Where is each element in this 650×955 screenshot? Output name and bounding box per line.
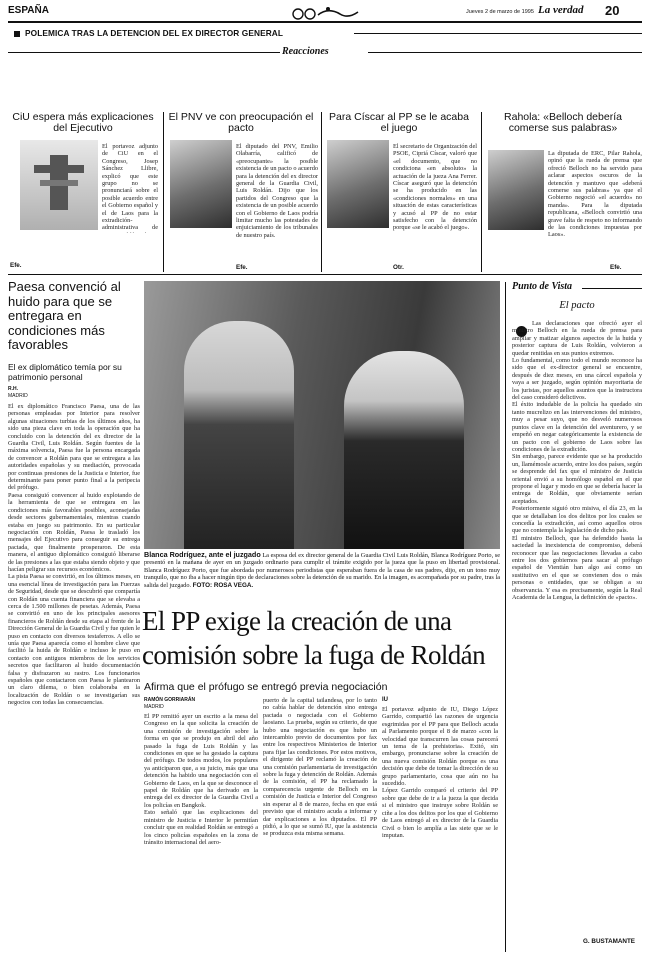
side-headline: Paesa convenció al huido para que se entregara en condiciones más favorables (8, 279, 121, 352)
column-rule (163, 112, 164, 272)
opinion-label: Punto de Vista (512, 281, 573, 292)
side-place: MADRID (8, 393, 28, 399)
page-number: 20 (605, 3, 620, 18)
masthead-logo-icon (288, 6, 363, 22)
reaction-erc-body: La diputada de ERC, Pilar Rahola, opinó que la rueda de prensa que ofreció Belloch no ha servido para aclarar aspectos oscuros de la detención y mantuvo que «deberá comerse sus palabras» ya que el Gobierno negoció «el acuerdo» no manda». Para la diputada republicana, «Belloch convirtió una grave falta de respeto no informando de las condiciones impuestas por Laos». (548, 150, 642, 239)
ciu-logo-icon (20, 140, 98, 230)
photo-caption-title: Blanca Rodríguez, ante el juzgado (144, 550, 261, 559)
photo-credit: FOTO: ROSA VEGA. (192, 581, 254, 589)
main-col-3-sig: IU (382, 697, 388, 703)
reactions-label: Reacciones (282, 46, 329, 57)
main-col-2: puerto de la capital tailandesa, por lo tanto no cabía hablar de detención sino entrega pactada o negociada con el Gobierno laosiano. La prueba, según su criterio, de que hubo una negociación es que hubo un intercambio previo de documentos por fax entre los respectivos Ministerios de Interior para fijar las condiciones. Por estos motivos, el dirigente del PP reclamó la creación de una comisión parlamentaria de investigación sobre la fuga y detención de Roldán. Además de la comisión, el PP ha reclamado la comparecencia urgente de Belloch en la comisión de Justicia e Interior del Congreso sin esperar al 8 de marzo, fecha en que está previsto que el ministro acuda a informar y dar explicaciones a los diputados. El PP pidió, a lo que se sumó IU, que la asistencia se produzca esta misma semana. (263, 697, 377, 838)
main-place: MADRID (144, 704, 164, 710)
column-rule (481, 112, 482, 272)
main-col-3: El portavoz adjunto de IU, Diego López Garrido, compartió las razones de urgencia esgrimidas por el PP para que Belloch acuda al Parlamento porque el 8 de marzo «con la velocidad que transcurren las cosas parecerá un tema de la prehistoria». Exitó, sin embargo, pronunciarse sobre la creación de una nueva comisión Roldán porque es una decisión que debe de tomar la dirección de su grupo parlamentario, cosa que aún no ha sucedido. López Garrido comparó el criterio del PP sobre que debe de ir a la jueza la que decida si el ministro que instruye sobre Roldán se ciñe a los dos delitos por los que el Gobierno de Laos entregó al ex director de la Guardia Civil o bien lo amplía a las siete que se le imputan. (382, 706, 498, 839)
side-deck: El ex diplomático temía por su patrimonio personal (8, 362, 122, 382)
reaction-psoe-sig: Otr. (393, 264, 404, 271)
blanca-rodriguez-photo (144, 281, 500, 549)
main-col-1: El PP remitió ayer un escrito a la mesa del Congreso en la que solicita la creación de una comisión de investigación sobre la forma en que se produjo en abril del año pasado la fuga de Luis Roldán y las condiciones en que se ha gestado la captura del prófugo. De todos modos, los populares ya anticiparon que, a su juicio, más que una detención ha habido una negociación con el Gobierno de Laos, en la que se desconoce el papel de Roldán que ha derivado en la entrega del ex director de la Guardia Civil a los policías en Bangkok. Esto señaló que las explicaciones del ministro de Justicia e Interior le permitían concluir que en realidad Roldán se entregó a los cinco policías españoles en la zona de tránsito internacional del aero- (144, 713, 258, 846)
opinion-title: El pacto (559, 300, 595, 311)
issue-date: Jueves 2 de marzo de 1995 (466, 9, 534, 15)
reaction-erc-sig: Efe. (610, 264, 622, 271)
reaction-psoe-title: Para Císcar al PP se le acaba el juego (329, 111, 469, 134)
header-rule (8, 21, 642, 23)
side-body: El ex diplomático Francisco Paesa, una de las personas empleadas por Interior para resolver algunas situaciones turbias de los últimos años, ha sido una pieza clave en toda la operación que ha concluido con la detención del ex director de la Guardia Civil, Luis Roldán. Según fuentes de la máxima solvencia, Paesa fue la persona encargada de convencer a Roldán para que se entregara a las autoridades españolas y su mediación, provocada por continuas presiones de la Justicia e Interior, fue determinante para poner punto final a la peripecia del prófugo. Paesa consiguió convencer al huido explotando de la herramienta de que se entregara en las condiciones más favorables posibles, aconsejadas desde sectores gubernamentales, mientras cuando estaba en juego su patrimonio. En su particular negociación con Roldán, Paesa le trasladó los mensajes del Ejecutivo para conseguir su entrega pactada, que finalmente prosperaron. De esta manera, el antiguo diplomático consiguió liberarse de las presiones a las que estaba siendo objeto y que hacían peligrar sus recursos económicos. La pista Paesa se convirtió, en los últimos meses, en una esencial línea de investigación para las Fuerzas de Seguridad, desde que se descubrió que compartía con Roldán una cuenta financiera que se elevaba a cerca de 1.500 millones de pesetas. Además, Paesa se convirtió en uno de los principales asesores financieros de Roldán desde su etapa al frente de la Dirección General de la Guardia Civil y fue quien le puso en contacto con diversos testaferros. A ello se unía que Paesa aparecía como el hombre clave que facilitó la huida de Roldán e incluso le puso en contacto con antiguos miembros de los servicios secretos que facilitaron al huido documentación falsa y disfrazaron su rastro. Los funcionarios españoles que contactaron con Paesa le plantearon un claro dilema, o bien colaboraba en la localización de Roldán o se investigarían sus negocios con todas las consecuencias. (8, 403, 140, 707)
main-byline: RAMÓN GORRIARÁN (144, 697, 196, 703)
olabarria-photo (170, 140, 232, 228)
main-headline-line-1: El PP exige la creación de una (142, 606, 452, 636)
side-byline: R.H. (8, 386, 18, 392)
reaction-ciu-sig: Efe. (10, 262, 22, 269)
opinion-rule (505, 282, 506, 952)
main-deck: Afirma que el prófugo se entregó previa negociación (144, 681, 388, 693)
section-label: ESPAÑA (8, 5, 49, 16)
reaction-erc-title: Rahola: «Belloch debería comerse sus palabras» (504, 111, 622, 134)
column-rule (321, 112, 322, 272)
reaction-pnv-body: El diputado del PNV, Emilio Olabarría, calificó de «preocupante» la posible existencia de un pacto o acuerdo para la detención del ex director general de la Guardia Civil, Luis Roldán. Dijo que los partidos del Congreso que la existencia de un posible acuerdo con el Gobierno de Laos podría limitar mucho las potestades de enjuiciamiento de los tribunales de nuestro país. (236, 143, 318, 239)
reaction-ciu-title: CiU espera más explicaciones del Ejecutivo (12, 111, 154, 134)
reactions-bottom-rule (8, 274, 642, 275)
photo-caption-block (144, 551, 500, 589)
reaction-psoe-body: El secretario de Organización del PSOE, Cipriá Císcar, valoró que «el documento, que no condiciona «en absoluto» la actuación de la jueza Ana Ferrer. Císcar aseguró que la detención se ha producido en las «condiciones normales» en una situación de estas características y acusó al PP de no estar satisfecho con la detención porque «se le acabó el juego». (393, 143, 477, 232)
rahola-photo (488, 150, 544, 230)
ciscar-photo (327, 140, 389, 228)
opinion-body: Las declaraciones que ofreció ayer el ministro Belloch en la rueda de prensa para ampliar y matizar algunos aspectos de la huida y posterior captura de Luis Roldán, volvieron a quedar renitidas en sus puntos extremos. Lo fundamental, como todo el mundo reconoce ha sido que el ex-director general se encuentre, después de diez meses, en una cárcel española y vaya a ser juzgado, según opinión mayoritaria de los juristas, por aquellos asuntos que la instructora del caso consideró delictivos. El éxito indudable de la policía ha quedado sin tanto mucrelizo en las intervenciones del ministro, muy a pesar suyo, que no desveló numerosos puntos clave en la detención del aventurero, y se empeñó en negar categóricamente la existencia de un pacto con el gobierno de Laos sobre las condiciones de la extradición. Sin embargo, parece evidente que se ha producido un, llamémosle acuerdo, entre los dos países, según se desprende del fax que el ministro de Justicia oriental envió a su homólogo español en el que propone el lugar y modo en que se debería hacer la entrega de Roldán, que obviamente serían aceptados. Posteriormente siguió otro misiva, el día 23, en la que se detallaban los dos delitos por los cuales se concedía la extradición, así como aquellos otros que no contempla la legislación de dicho país. El ministro Belloch, que ha defendido hasta la saciedad la inexistencia de compromiso, deberá reconocer que las negociaciones llevadas a cabo entre los dos gobiernos para sacar al prófugo español de Vientián han algo así como un sustitutivo en el que se convienen dos o más personas o entidades, que se obligan a su observancia. Y esa es precisamente, según la Real Academia de la Lengua, la definición de «pacto». (512, 320, 642, 602)
main-headline-line-2: comisión sobre la fuga de Roldán (142, 640, 485, 670)
topic-label: POLEMICA TRAS LA DETENCION DEL EX DIRECTOR GENERAL (25, 28, 284, 38)
reaction-pnv-sig: Efe. (236, 264, 248, 271)
reaction-ciu-body: El portavoz adjunto de CiU en el Congreso, Josep Sánchez Llibre, explicó que este grupo no se pronunciará sobre el posible acuerdo entre el Gobierno español y el de Laos para la extradición-administrativa de (102, 143, 158, 232)
opinion-sig: G. BUSTAMANTE (583, 938, 636, 945)
opinion-label-rule (582, 288, 642, 289)
reaction-pnv-title: El PNV ve con preocupación el pacto (168, 111, 314, 134)
topic-square-icon (14, 31, 20, 37)
paper-name: La verdad (538, 4, 584, 16)
reaction-ciu-tail (8, 236, 158, 258)
topic-rule (354, 33, 642, 34)
photo-caption: La esposa del ex director general de la Guardia Civil Luis Roldán, Blanca Rodríguez Porto, se presentó en la mañana de ayer en un juzgado ordinario para cumplir el trámite exigido por la jueza que la puso en libertad provisional. Blanca Rodríguez Porto, que fue abordada por numerosos periodistas que esperaban fuera de la casa de sus padres, dijo, en un tono muy tranquilo, que no iba a hacer ningún tipo de declaraciones sobre la detención de su marido. En la imagen, es acompañada por su padre, tras la salida del juzgado. (144, 552, 500, 589)
